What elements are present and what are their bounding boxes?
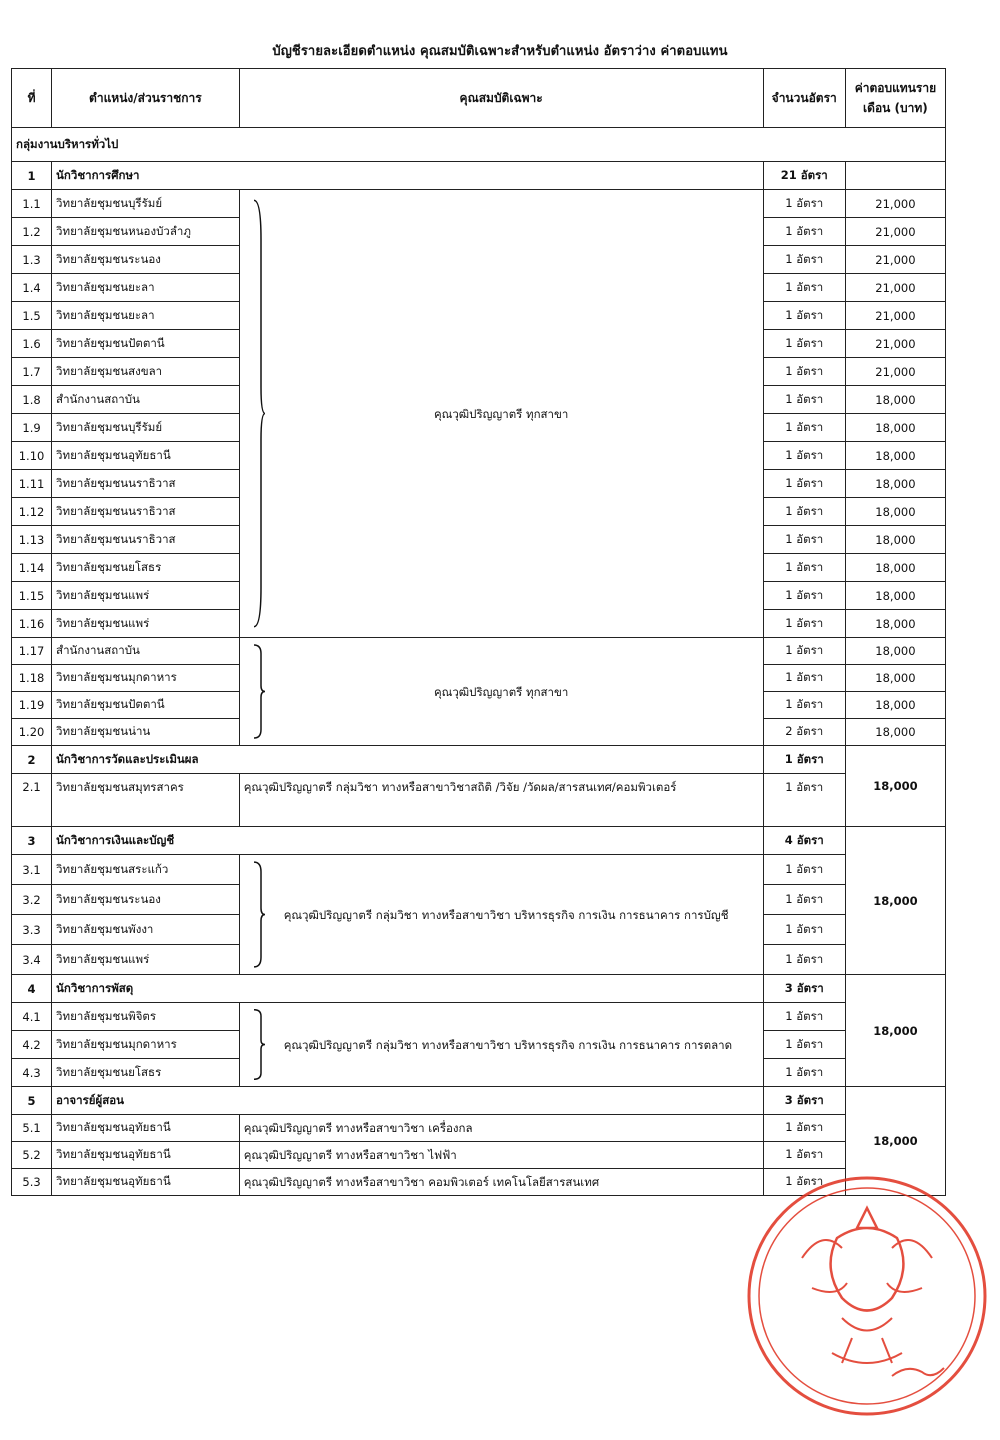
row-count: 1 อัตรา [763,246,845,274]
section-title: นักวิชาการเงินและบัญชี [52,827,764,855]
section-count: 4 อัตรา [763,827,845,855]
row-unit: วิทยาลัยชุมชนยโสธร [52,554,240,582]
row-number: 1.11 [12,470,52,498]
group-title: กลุ่มงานบริหารทั่วไป [12,128,946,162]
table-body [12,128,946,1196]
row-number: 1.13 [12,526,52,554]
table-header-row [12,69,946,128]
section-pay-empty [845,162,945,190]
brace-icon [252,644,266,739]
table-row [12,1003,946,1031]
section-pay: 18,000 [845,827,945,975]
row-count: 1 อัตรา [763,638,845,665]
section-pay: 18,000 [845,975,945,1087]
row-number: 1.12 [12,498,52,526]
section-count: 3 อัตรา [763,975,845,1003]
row-unit: วิทยาลัยชุมชนสระแก้ว [52,855,240,885]
row-number: 1.17 [12,638,52,665]
row-number: 1.7 [12,358,52,386]
row-number: 1.20 [12,719,52,746]
section-header-row [12,162,946,190]
institution-seal-stamp [742,1168,992,1432]
row-number: 1.6 [12,330,52,358]
row-pay: 18,000 [845,638,945,665]
row-pay: 18,000 [845,610,945,638]
row-pay: 18,000 [845,442,945,470]
row-number: 1.8 [12,386,52,414]
header-qualification: คุณสมบัติเฉพาะ [239,69,763,128]
section-header-row [12,746,946,774]
row-unit: วิทยาลัยชุมชนอุทัยธานี [52,1169,240,1196]
section-number: 3 [12,827,52,855]
row-count: 1 อัตรา [763,1142,845,1169]
row-unit: วิทยาลัยชุมชนนราธิวาส [52,526,240,554]
row-number: 4.1 [12,1003,52,1031]
row-number: 4.3 [12,1059,52,1087]
row-number: 5.3 [12,1169,52,1196]
row-pay: 21,000 [845,190,945,218]
row-pay: 18,000 [845,582,945,610]
row-count: 1 อัตรา [763,358,845,386]
row-pay: 18,000 [845,692,945,719]
row-count: 1 อัตรา [763,274,845,302]
row-unit: วิทยาลัยชุมชนน่าน [52,719,240,746]
row-number: 2.1 [12,774,52,827]
row-count: 1 อัตรา [763,665,845,692]
row-unit: วิทยาลัยชุมชนระนอง [52,246,240,274]
row-unit: วิทยาลัยชุมชนมุกดาหาร [52,1031,240,1059]
row-number: 1.5 [12,302,52,330]
row-number: 1.1 [12,190,52,218]
row-count: 1 อัตรา [763,554,845,582]
section-number: 1 [12,162,52,190]
row-count: 1 อัตรา [763,610,845,638]
table-row [12,190,946,218]
brace-icon [252,861,266,968]
section-count: 3 อัตรา [763,1087,845,1115]
row-unit: วิทยาลัยชุมชนมุกดาหาร [52,665,240,692]
positions-table [11,68,946,1196]
section-number: 2 [12,746,52,774]
row-number: 1.10 [12,442,52,470]
row-count: 1 อัตรา [763,582,845,610]
table-row [12,774,946,827]
row-count: 1 อัตรา [763,218,845,246]
row-pay: 18,000 [845,414,945,442]
section-header-row [12,975,946,1003]
section-title: นักวิชาการพัสดุ [52,975,764,1003]
table-row [12,1169,946,1196]
row-unit: สำนักงานสถาบัน [52,638,240,665]
section-number: 4 [12,975,52,1003]
section-header-row [12,1087,946,1115]
row-number: 3.4 [12,945,52,975]
row-count: 1 อัตรา [763,526,845,554]
group-row [12,128,946,162]
row-number: 1.4 [12,274,52,302]
row-count: 1 อัตรา [763,470,845,498]
row-pay: 18,000 [845,665,945,692]
row-count: 1 อัตรา [763,1169,845,1196]
row-count: 1 อัตรา [763,692,845,719]
merged-qualification-text: คุณวุฒิปริญญาตรี ทุกสาขา [433,406,569,421]
row-number: 1.2 [12,218,52,246]
row-qualification: คุณวุฒิปริญญาตรี ทางหรือสาขาวิชา คอมพิวเตอร์ เทคโนโลยีสารสนเทศ [239,1169,763,1196]
row-count: 2 อัตรา [763,719,845,746]
row-pay: 21,000 [845,358,945,386]
row-count: 1 อัตรา [763,498,845,526]
row-unit: วิทยาลัยชุมชนหนองบัวลำภู [52,218,240,246]
header-no: ที่ [12,69,52,128]
row-unit: วิทยาลัยชุมชนอุทัยธานี [52,1142,240,1169]
row-count: 1 อัตรา [763,1003,845,1031]
row-unit: วิทยาลัยชุมชนยโสธร [52,1059,240,1087]
row-unit: วิทยาลัยชุมชนอุทัยธานี [52,1115,240,1142]
row-count: 1 อัตรา [763,442,845,470]
section-title: นักวิชาการวัดและประเมินผล [52,746,764,774]
section-count: 21 อัตรา [763,162,845,190]
section-header-row [12,827,946,855]
row-count: 1 อัตรา [763,386,845,414]
row-count: 1 อัตรา [763,915,845,945]
row-qualification: คุณวุฒิปริญญาตรี กลุ่มวิชา ทางหรือสาขาวิชาสถิติ /วิจัย /วัดผล/สารสนเทศ/คอมพิวเตอร์ [239,774,763,827]
row-qualification: คุณวุฒิปริญญาตรี ทางหรือสาขาวิชา ไฟฟ้า [239,1142,763,1169]
merged-qualification-text: คุณวุฒิปริญญาตรี กลุ่มวิชา ทางหรือสาขาวิชา บริหารธุรกิจ การเงิน การธนาคาร การบัญชี [283,907,729,922]
row-pay: 21,000 [845,330,945,358]
row-unit: วิทยาลัยชุมชนบุรีรัมย์ [52,414,240,442]
row-unit: วิทยาลัยชุมชนสมุทรสาคร [52,774,240,827]
row-number: 3.2 [12,885,52,915]
row-unit: วิทยาลัยชุมชนสงขลา [52,358,240,386]
row-number: 5.1 [12,1115,52,1142]
row-pay: 21,000 [845,218,945,246]
row-number: 1.19 [12,692,52,719]
row-number: 1.9 [12,414,52,442]
row-count: 1 อัตรา [763,885,845,915]
row-unit: วิทยาลัยชุมชนพิจิตร [52,1003,240,1031]
row-pay: 18,000 [845,526,945,554]
row-pay: 21,000 [845,274,945,302]
row-pay: 18,000 [845,386,945,414]
row-pay: 18,000 [845,498,945,526]
merged-qualification-text: คุณวุฒิปริญญาตรี ทุกสาขา [433,684,569,699]
row-unit: วิทยาลัยชุมชนระนอง [52,885,240,915]
row-count: 1 อัตรา [763,1031,845,1059]
document-title: บัญชีรายละเอียดตำแหน่ง คุณสมบัติเฉพาะสำหรับตำแหน่ง อัตราว่าง ค่าตอบแทน [272,44,728,59]
row-unit: วิทยาลัยชุมชนยะลา [52,274,240,302]
row-pay: 18,000 [845,470,945,498]
brace-icon [252,196,266,631]
row-count: 1 อัตรา [763,774,845,827]
row-pay: 21,000 [845,302,945,330]
row-unit: วิทยาลัยชุมชนแพร่ [52,582,240,610]
row-number: 4.2 [12,1031,52,1059]
row-unit: วิทยาลัยชุมชนพังงา [52,915,240,945]
row-qualification: คุณวุฒิปริญญาตรี ทางหรือสาขาวิชา เครื่องกล [239,1115,763,1142]
header-unit: ตำแหน่ง/ส่วนราชการ [52,69,240,128]
row-unit: วิทยาลัยชุมชนปัตตานี [52,330,240,358]
row-unit: วิทยาลัยชุมชนแพร่ [52,610,240,638]
section-pay: 18,000 [845,1087,945,1196]
merged-qualification [239,855,763,975]
row-count: 1 อัตรา [763,330,845,358]
row-number: 1.3 [12,246,52,274]
section-pay: 18,000 [845,746,945,827]
row-unit: วิทยาลัยชุมชนนราธิวาส [52,498,240,526]
row-number: 5.2 [12,1142,52,1169]
table-row [12,855,946,885]
row-count: 1 อัตรา [763,1059,845,1087]
row-unit: วิทยาลัยชุมชนแพร่ [52,945,240,975]
row-count: 1 อัตรา [763,190,845,218]
row-unit: วิทยาลัยชุมชนบุรีรัมย์ [52,190,240,218]
section-count: 1 อัตรา [763,746,845,774]
merged-qualification [239,190,763,638]
row-count: 1 อัตรา [763,414,845,442]
row-count: 1 อัตรา [763,1115,845,1142]
header-pay: ค่าตอบแทนรายเดือน (บาท) [845,69,945,128]
merged-qualification [239,1003,763,1087]
row-number: 1.18 [12,665,52,692]
merged-qualification [239,638,763,746]
table-row [12,1115,946,1142]
row-number: 1.16 [12,610,52,638]
header-count: จำนวนอัตรา [763,69,845,128]
row-unit: วิทยาลัยชุมชนนราธิวาส [52,470,240,498]
section-number: 5 [12,1087,52,1115]
row-pay: 18,000 [845,554,945,582]
row-pay: 21,000 [845,246,945,274]
row-unit: วิทยาลัยชุมชนปัตตานี [52,692,240,719]
table-row [12,638,946,665]
row-pay: 18,000 [845,719,945,746]
section-title: อาจารย์ผู้สอน [52,1087,764,1115]
merged-qualification-text: คุณวุฒิปริญญาตรี กลุ่มวิชา ทางหรือสาขาวิชา บริหารธุรกิจ การเงิน การธนาคาร การตลาด [283,1037,733,1052]
section-title: นักวิชาการศึกษา [52,162,764,190]
table-row [12,1142,946,1169]
row-unit: วิทยาลัยชุมชนอุทัยธานี [52,442,240,470]
row-number: 1.15 [12,582,52,610]
row-unit: วิทยาลัยชุมชนยะลา [52,302,240,330]
row-unit: สำนักงานสถาบัน [52,386,240,414]
row-count: 1 อัตรา [763,945,845,975]
row-count: 1 อัตรา [763,302,845,330]
row-count: 1 อัตรา [763,855,845,885]
row-number: 3.1 [12,855,52,885]
row-number: 1.14 [12,554,52,582]
row-number: 3.3 [12,915,52,945]
brace-icon [252,1009,266,1080]
